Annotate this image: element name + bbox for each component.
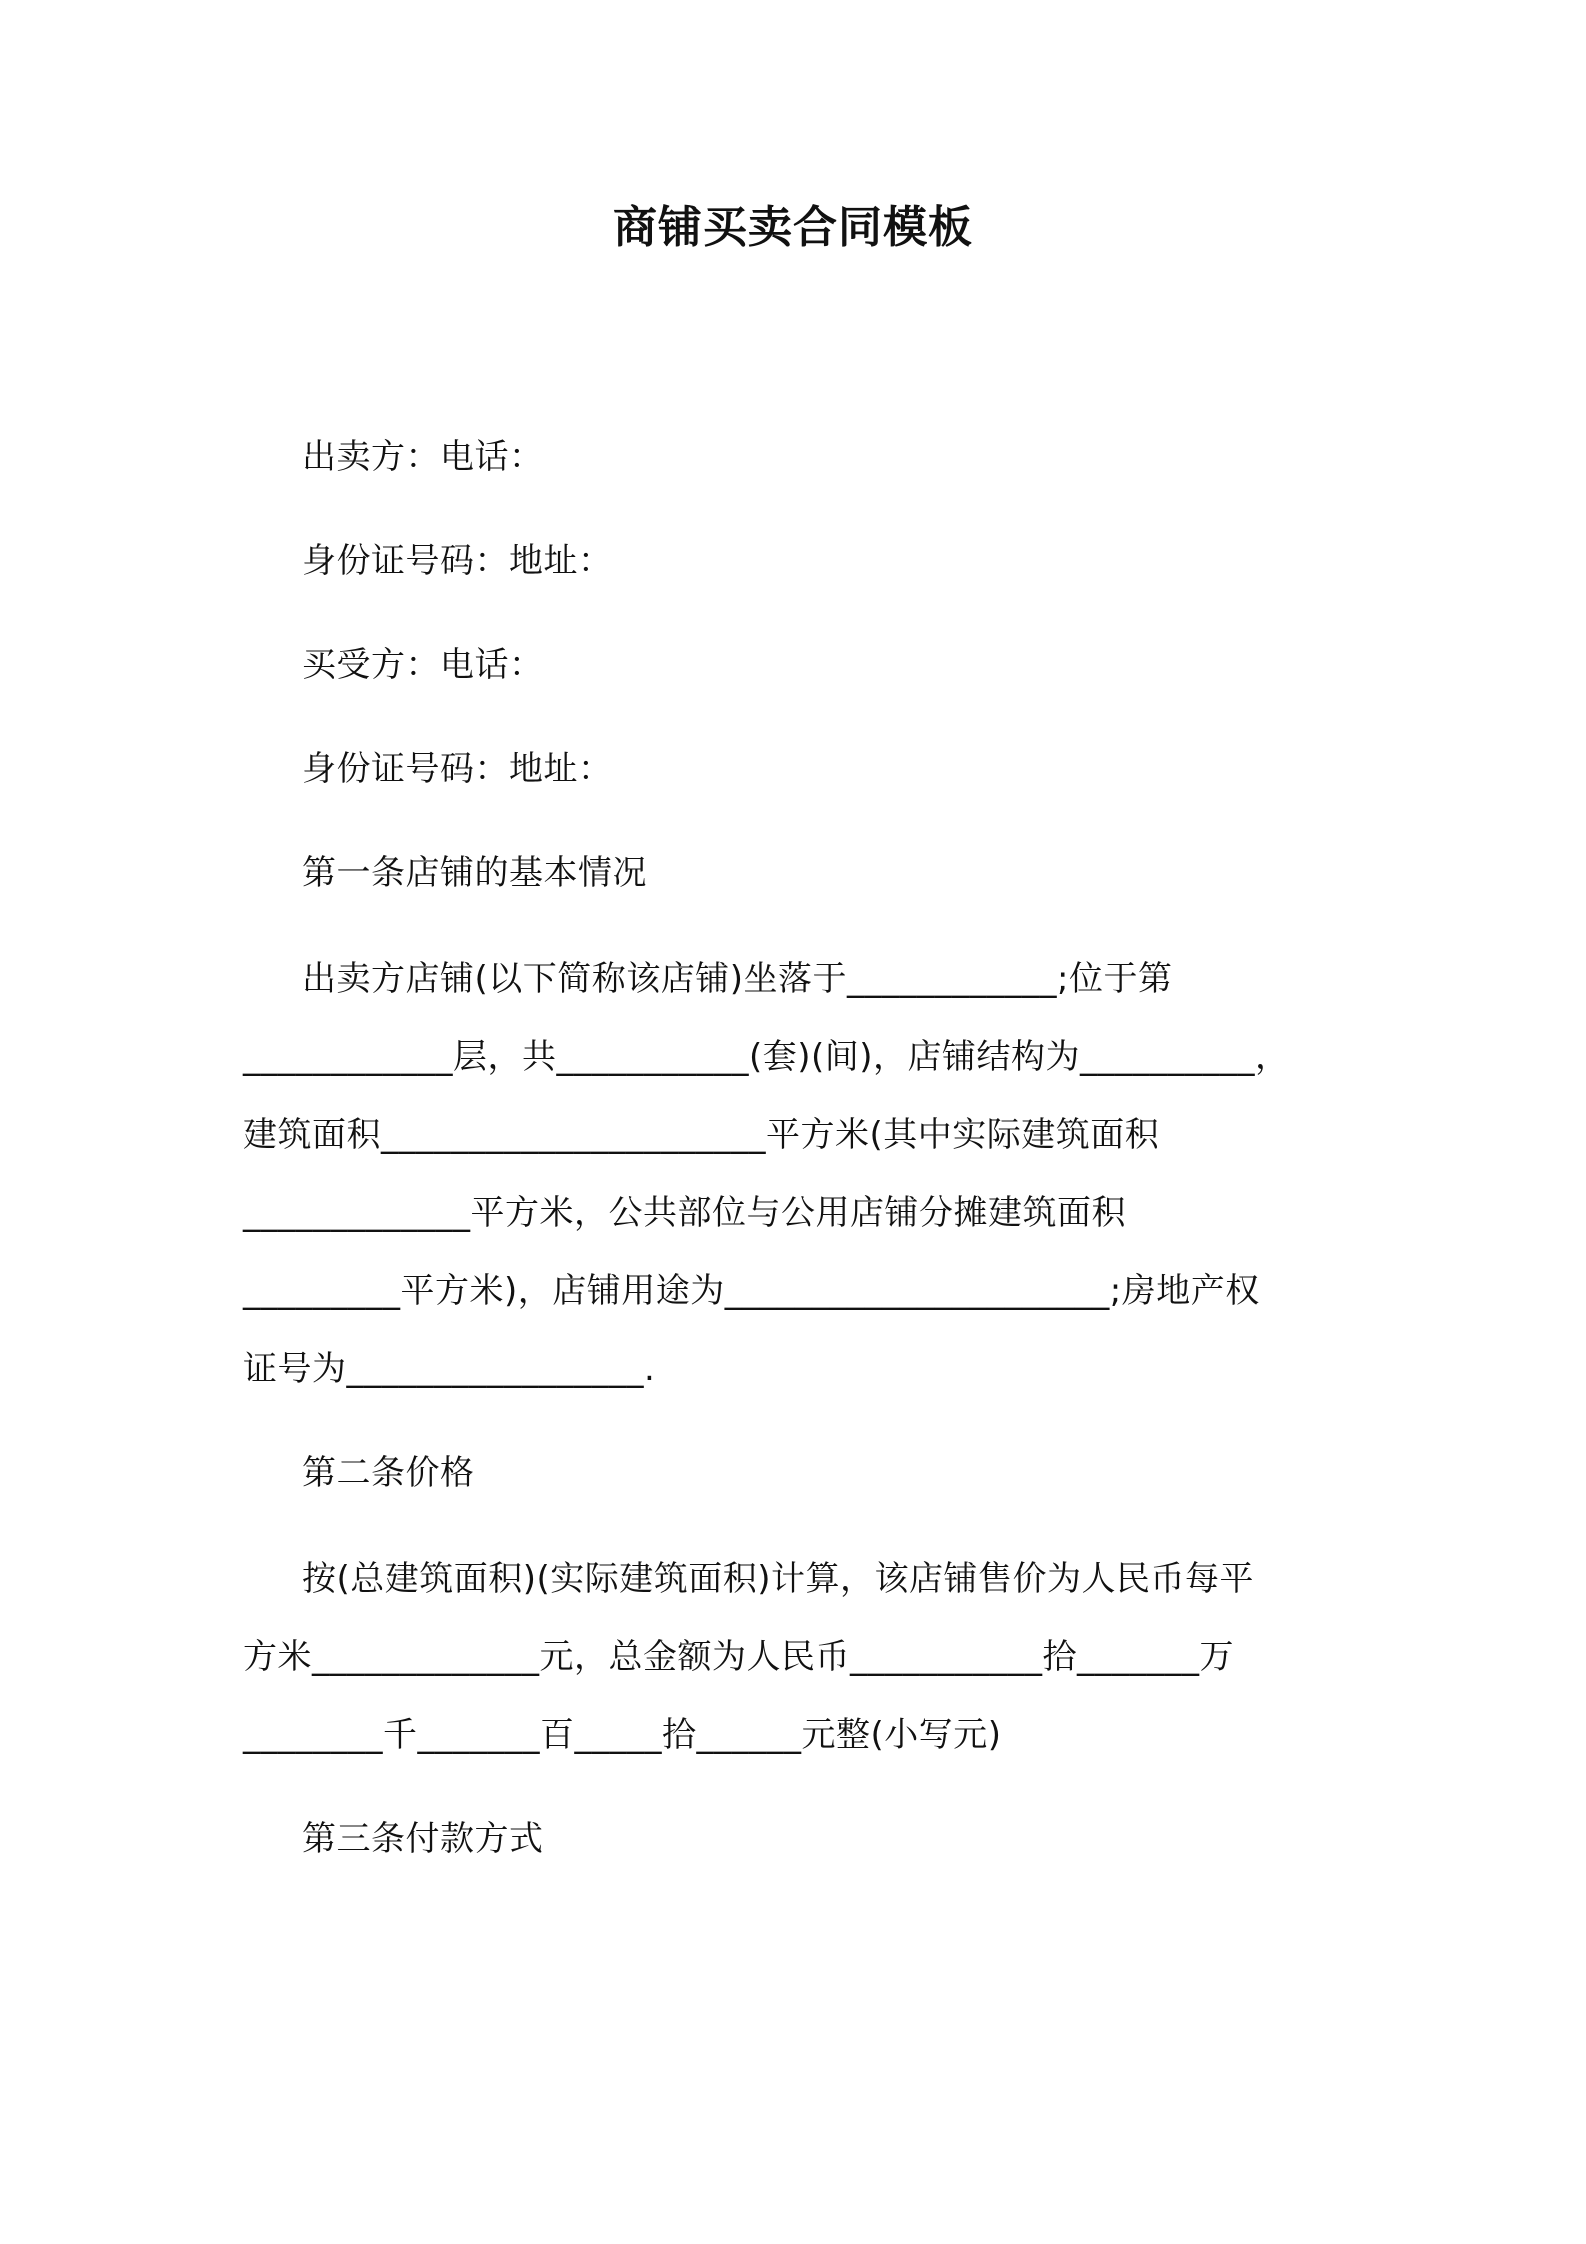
seller-line: 出卖方：电话： [302, 437, 544, 477]
article2-heading: 第二条价格 [302, 1453, 475, 1493]
article1-line: _________平方米)，店铺用途为______________________;房地产权 [243, 1271, 1260, 1311]
article1-line: 出卖方店铺(以下简称该店铺)坐落于____________;位于第 [302, 959, 1173, 999]
article2-line: ________千_______百_____拾______元整(小写元) [243, 1715, 1002, 1755]
buyer-line: 买受方：电话： [302, 645, 544, 685]
article1-line: 证号为_________________. [243, 1349, 656, 1389]
article1-line: 建筑面积______________________平方米(其中实际建筑面积 [243, 1115, 1160, 1155]
article1-heading: 第一条店铺的基本情况 [302, 853, 647, 893]
article1-line: _____________平方米，公共部位与公用店铺分摊建筑面积 [243, 1193, 1126, 1233]
article2-line: 按(总建筑面积)(实际建筑面积)计算，该店铺售价为人民币每平 [302, 1559, 1255, 1599]
article3-heading: 第三条付款方式 [302, 1819, 544, 1859]
article2-line: 方米_____________元，总金额为人民币___________拾_______万 [243, 1637, 1234, 1677]
buyer-id-line: 身份证号码：地址： [302, 749, 613, 789]
article1-line: ____________层，共___________(套)(间)，店铺结构为__________， [243, 1037, 1290, 1077]
document-title: 商铺买卖合同模板 [613, 202, 973, 253]
seller-id-line: 身份证号码：地址： [302, 541, 613, 581]
